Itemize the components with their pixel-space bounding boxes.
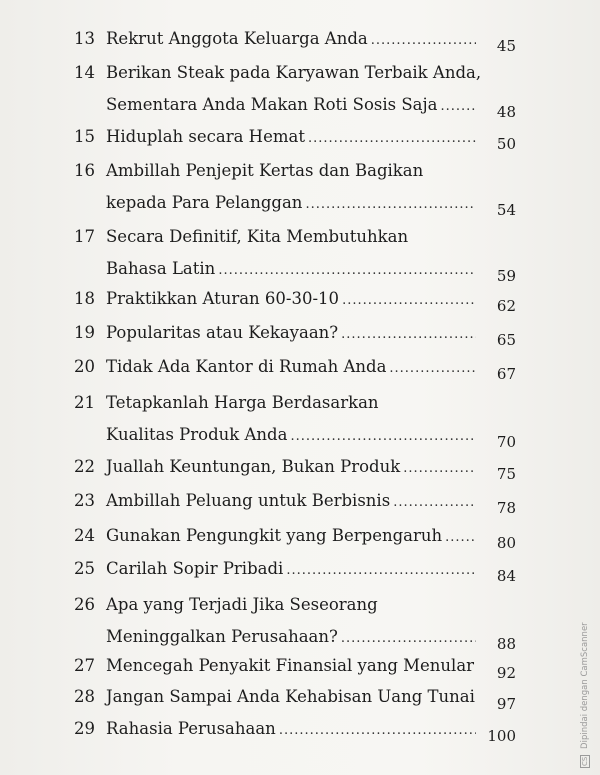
chapter-title-text: Gunakan Pengungkit yang Berpengaruh: [106, 526, 443, 545]
chapter-number: 28: [74, 687, 95, 706]
page-number: 78: [496, 499, 516, 517]
page-number: 88: [496, 635, 516, 653]
dot-leader: [389, 358, 476, 380]
chapter-title-text: Kualitas Produk Anda: [106, 425, 288, 444]
dot-leader: [393, 492, 476, 514]
chapter-title-text: kepada Para Pelanggan: [106, 193, 303, 212]
dot-leader: [445, 527, 476, 549]
chapter-title-text: Tetapkanlah Harga Berdasarkan: [106, 393, 379, 412]
chapter-number: 25: [74, 559, 95, 578]
chapter-title-text: Secara Definitif, Kita Membutuhkan: [106, 227, 409, 246]
chapter-number: 15: [74, 127, 95, 146]
page-number: 84: [496, 567, 516, 585]
chapter-number: 16: [74, 161, 95, 180]
dot-leader: [305, 194, 476, 216]
chapter-title-line: [106, 356, 476, 380]
chapter-title-line: [106, 558, 476, 582]
chapter-title-text: Rahasia Perusahaan: [106, 719, 276, 738]
chapter-title-text: Rekrut Anggota Keluarga Anda: [106, 29, 368, 48]
chapter-title-text: Ambillah Penjepit Kertas dan Bagikan: [106, 161, 424, 180]
chapter-title-text: Bahasa Latin: [106, 259, 216, 278]
chapter-title-line: [106, 192, 476, 216]
chapter-title-text: Juallah Keuntungan, Bukan Produk: [106, 457, 401, 476]
chapter-title-line: [106, 424, 476, 448]
chapter-title-text: Berikan Steak pada Karyawan Terbaik Anda,: [106, 63, 482, 82]
chapter-number: 29: [74, 719, 95, 738]
chapter-number: 14: [74, 63, 95, 82]
chapter-title-line: [106, 525, 476, 549]
chapter-number: 24: [74, 526, 95, 545]
chapter-title-line: [106, 62, 482, 84]
page-number: 62: [496, 297, 516, 315]
dot-leader: [341, 628, 476, 650]
chapter-number: 13: [74, 29, 95, 48]
chapter-number: 17: [74, 227, 95, 246]
dot-leader: [341, 324, 476, 346]
camscanner-badge: CS: [581, 756, 589, 766]
page-number: 70: [496, 433, 516, 451]
chapter-number: 22: [74, 457, 95, 476]
chapter-number: 20: [74, 357, 95, 376]
chapter-title-line: [106, 322, 476, 346]
chapter-title-text: Apa yang Terjadi Jika Seseorang: [106, 595, 378, 614]
dot-leader: [308, 128, 476, 150]
page-number: 45: [496, 37, 516, 55]
dot-leader: [440, 96, 476, 118]
chapter-title-line: [106, 288, 476, 312]
chapter-title-text: Sementara Anda Makan Roti Sosis Saja: [106, 95, 438, 114]
page-number: 80: [496, 534, 516, 552]
chapter-title-line: [106, 258, 476, 282]
chapter-title-line: [106, 594, 476, 616]
dot-leader: [218, 260, 476, 282]
chapter-title-line: [106, 160, 476, 182]
chapter-number: 18: [74, 289, 95, 308]
dot-leader: [371, 30, 476, 52]
chapter-title-text: Mencegah Penyakit Finansial yang Menular: [106, 656, 475, 675]
chapter-number: 23: [74, 491, 95, 510]
page-number: 65: [496, 331, 516, 349]
dot-leader: [286, 560, 476, 582]
dot-leader: [290, 426, 476, 448]
chapter-title-text: Carilah Sopir Pribadi: [106, 559, 284, 578]
dot-leader: [279, 720, 476, 742]
page-number: 100: [487, 727, 516, 745]
page-number: 75: [496, 465, 516, 483]
page-number: 48: [496, 103, 516, 121]
page-number: 50: [496, 135, 516, 153]
dot-leader: [403, 458, 476, 480]
chapter-title-line: [106, 28, 476, 52]
chapter-title-line: [106, 490, 476, 514]
chapter-title-line: [106, 226, 476, 248]
chapter-title-text: Tidak Ada Kantor di Rumah Anda: [106, 357, 387, 376]
chapter-title-text: Popularitas atau Kekayaan?: [106, 323, 339, 342]
chapter-title-line: [106, 392, 476, 414]
chapter-title-text: Hiduplah secara Hemat: [106, 127, 305, 146]
chapter-title-line: [106, 126, 476, 150]
page-number: 97: [496, 695, 516, 713]
chapter-title-line: [106, 456, 476, 480]
page-number: 67: [496, 365, 516, 383]
page-number: 54: [496, 201, 516, 219]
chapter-title-line: [106, 655, 476, 679]
camscanner-text: Dipindai dengan CamScanner: [580, 622, 590, 749]
dot-leader: [342, 290, 476, 312]
chapter-title-line: [106, 94, 476, 118]
page-number: 92: [496, 664, 516, 682]
chapter-number: 21: [74, 393, 95, 412]
chapter-number: 19: [74, 323, 95, 342]
chapter-title-line: [106, 626, 476, 650]
chapter-title-text: Meninggalkan Perusahaan?: [106, 627, 338, 646]
chapter-title-line: [106, 718, 476, 742]
chapter-number: 27: [74, 656, 95, 675]
chapter-title-text: Praktikkan Aturan 60-30-10: [106, 289, 340, 308]
chapter-number: 26: [74, 595, 95, 614]
chapter-title-line: [106, 686, 476, 710]
chapter-title-text: Ambillah Peluang untuk Berbisnis: [106, 491, 391, 510]
chapter-title-text: Jangan Sampai Anda Kehabisan Uang Tunai: [106, 687, 475, 706]
page-number: 59: [496, 267, 516, 285]
camscanner-watermark: [580, 622, 596, 768]
